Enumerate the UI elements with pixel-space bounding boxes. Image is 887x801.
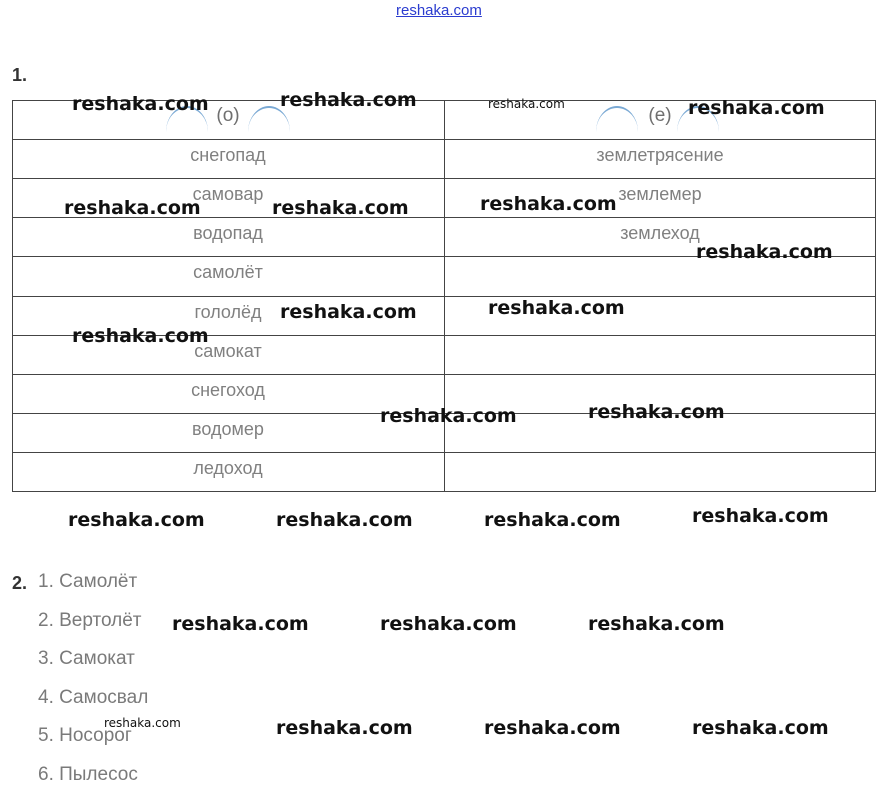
table-cell-left: ледоход bbox=[12, 453, 444, 492]
table-cell-left: водопад bbox=[12, 218, 444, 257]
watermark: reshaka.com bbox=[488, 97, 565, 111]
answer-list bbox=[38, 570, 148, 801]
table-cell-left: самолёт bbox=[12, 257, 444, 296]
header-right: (е) bbox=[444, 101, 876, 140]
task-1-number: 1. bbox=[12, 65, 27, 86]
table-cell-left: гололёд bbox=[12, 297, 444, 336]
table-cell-left: снегоход bbox=[12, 375, 444, 414]
watermark: reshaka.com bbox=[484, 717, 621, 739]
watermark: reshaka.com bbox=[64, 197, 201, 219]
table-cell-right: землетрясение bbox=[444, 140, 876, 179]
watermark: reshaka.com bbox=[280, 301, 417, 323]
watermark: reshaka.com bbox=[480, 193, 617, 215]
watermark: reshaka.com bbox=[104, 716, 181, 730]
task-2-number: 2. bbox=[12, 573, 27, 594]
watermark: reshaka.com bbox=[68, 509, 205, 531]
list-item: 4. Самосвал bbox=[38, 686, 148, 725]
list-item: 5. Носорог bbox=[38, 724, 148, 763]
table-cell-left: снегопад bbox=[12, 140, 444, 179]
watermark: reshaka.com bbox=[276, 717, 413, 739]
list-item: 3. Самокат bbox=[38, 647, 148, 686]
table-cell-left: самовар bbox=[12, 179, 444, 218]
site-link[interactable]: reshaka.com bbox=[396, 2, 482, 19]
watermark: reshaka.com bbox=[692, 717, 829, 739]
table-cell-right: землеход bbox=[444, 218, 876, 257]
watermark: reshaka.com bbox=[696, 241, 833, 263]
list-item: 2. Вертолёт bbox=[38, 609, 148, 648]
watermark: reshaka.com bbox=[692, 505, 829, 527]
watermark: reshaka.com bbox=[280, 89, 417, 111]
watermark: reshaka.com bbox=[72, 325, 209, 347]
watermark: reshaka.com bbox=[688, 97, 825, 119]
watermark: reshaka.com bbox=[588, 613, 725, 635]
watermark: reshaka.com bbox=[488, 297, 625, 319]
watermark: reshaka.com bbox=[380, 613, 517, 635]
table-cell-right: землемер bbox=[444, 179, 876, 218]
table-cell-left: водомер bbox=[12, 414, 444, 453]
header-left: (о) bbox=[12, 101, 444, 140]
watermark: reshaka.com bbox=[272, 197, 409, 219]
watermark: reshaka.com bbox=[276, 509, 413, 531]
watermark: reshaka.com bbox=[484, 509, 621, 531]
table-cell-left: самокат bbox=[12, 336, 444, 375]
watermark: reshaka.com bbox=[380, 405, 517, 427]
list-item: 6. Пылесос bbox=[38, 763, 148, 801]
list-item: 1. Самолёт bbox=[38, 570, 148, 609]
watermark: reshaka.com bbox=[172, 613, 309, 635]
watermark: reshaka.com bbox=[72, 93, 209, 115]
watermark: reshaka.com bbox=[588, 401, 725, 423]
